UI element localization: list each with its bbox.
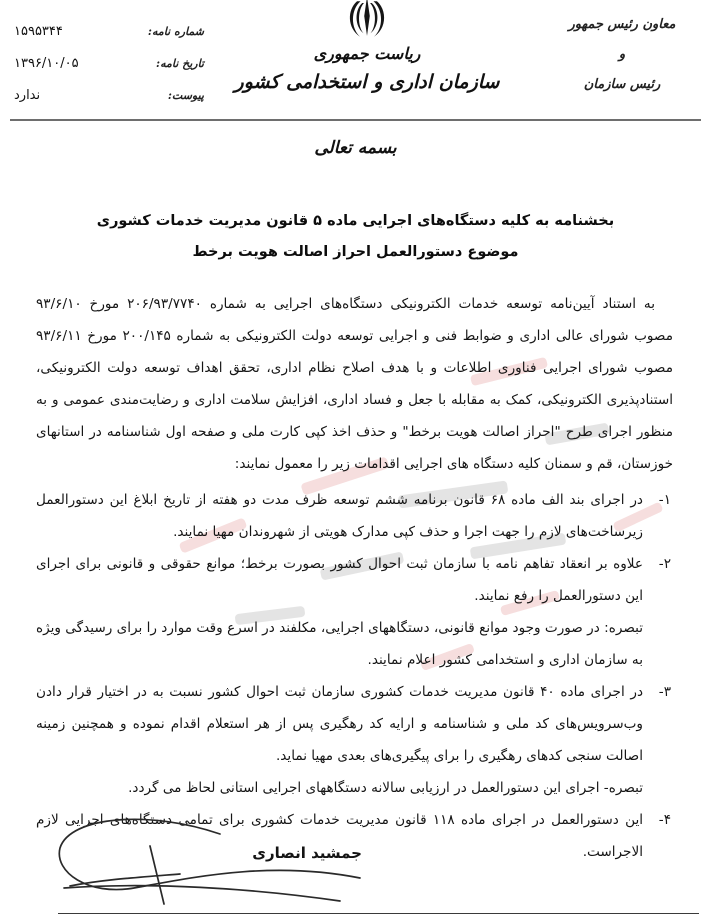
item-1-text: در اجرای بند الف ماده ۶۸ قانون برنامه ششم توسعه ظرف مدت دو هفته از تاریخ ابلاغ این دستورالعمل زیرساخت‌های لازم را جهت اجرا و حذف کپی مدارک هویتی از شهروندان مهیا نمایند. [36,492,643,540]
intro-paragraph: به استناد آیین‌نامه توسعه خدمات الکترونیکی دستگاه‌های اجرایی به شماره ۲۰۶/۹۳/۷۷۴۰ مورخ ۹۳/۶/۱۰ مصوب شورای عالی اداری و ضوابط فنی و اجرایی توسعه دولت الکترونیکی به شماره ۲۰۰/۱۴۵ مورخ ۹۳/۶/۱۱ مصوب شورای اجرایی فناوری اطلاعات و با هدف اصلاح نظام اداری، تحقق اهداف توسعه دولت الکترونیکی، استنادپذیری الکترونیکی، کمک به مقابله با جعل و فساد اداری، افزایش سلامت اداری و رضایت‌مندی عمومی و به منظور اجرای طرح "احراز اصالت هویت برخط" و حذف اخذ کپی کارت ملی و صفحه اول شناسنامه در استانهای خوزستان، قم و سمنان کلیه دستگاه های اجرایی اقدامات زیر را معمول نمایند: [36,296,673,472]
letter-number-row [14,24,204,56]
letter-date-row [14,56,204,88]
letter-number-label: شماره نامه: [147,25,204,38]
item-2-number: ۲- [658,556,671,572]
head-of-organization-title: رئیس سازمان [583,77,661,92]
attachment-value: ندارد [14,88,41,103]
item-3-note: تبصره- اجرای این دستورالعمل در ارزیابی سالانه دستگاههای اجرایی استانی لحاظ می گردد. [128,780,643,796]
and-conjunction: و [618,47,626,62]
presidency-line: ریاست جمهوری [313,44,421,63]
letter-date-label: تاریخ نامه: [156,57,204,70]
item-1-number: ۱- [658,492,671,508]
circular-title [60,206,651,268]
organization-name: سازمان اداری و استخدامی کشور [234,71,500,93]
letter-meta [14,24,204,120]
letter-number-value: ۱۵۹۵۳۴۴ [14,24,63,39]
circular-title-line2: موضوع دستورالعمل احراز اصالت هویت برخط [192,244,519,260]
attachment-label: پیوست: [167,89,204,102]
item-3-number: ۳- [658,684,671,700]
header-divider [10,119,701,121]
signature-block [30,804,420,914]
item-4-text: این دستورالعمل در اجرای ماده ۱۱۸ قانون مدیریت خدمات کشوری برای تمامی دستگاه‌های اجرایی لازم الاجراست. [36,812,644,860]
iran-emblem-icon [341,0,393,42]
letterhead [232,0,502,93]
signer-name: جمشید انصاری [252,844,362,862]
header-signatory-titles [547,10,697,100]
deputy-president-title: معاون رئیس جمهور [568,17,676,32]
item-2-text: علاوه بر انعقاد تفاهم نامه با سازمان ثبت احوال کشور بصورت برخط؛ موانع حقوقی و قانونی برای اجرای این دستورالعمل را رفع نمایند. [36,556,643,604]
list-item-1 [36,484,673,548]
item-4-number: ۴- [658,812,671,828]
item-3-text: در اجرای ماده ۴۰ قانون مدیریت خدمات کشوری سازمان ثبت احوال کشور نسبت به در اختیار قرار دادن وب‌سرویس‌های کد ملی و شناسنامه و ارایه کد رهگیری پس از هر استعلام اقدام نموده و همچنین زمینه اصالت سنجی کدهای رهگیری را برای پیگیری‌های بعدی مهیا نماید. [36,684,644,764]
list-item-3 [36,676,673,804]
besmele-invocation: بسمه تعالی [314,138,397,158]
letter-date-value: ۱۳۹۶/۱۰/۰۵ [14,56,79,71]
list-item-2 [36,548,673,676]
attachment-row [14,88,204,120]
item-2-note: تبصره: در صورت وجود موانع قانونی، دستگاههای اجرایی، مکلفند در اسرع وقت موارد را برای رسیدگی ویژه به سازمان اداری و استخدامی کشور اعلام نمایند. [36,620,643,668]
letter-body [36,288,673,868]
circular-title-line1: بخشنامه به کلیه دستگاه‌های اجرایی ماده ۵ قانون مدیریت خدمات کشوری [96,213,615,229]
